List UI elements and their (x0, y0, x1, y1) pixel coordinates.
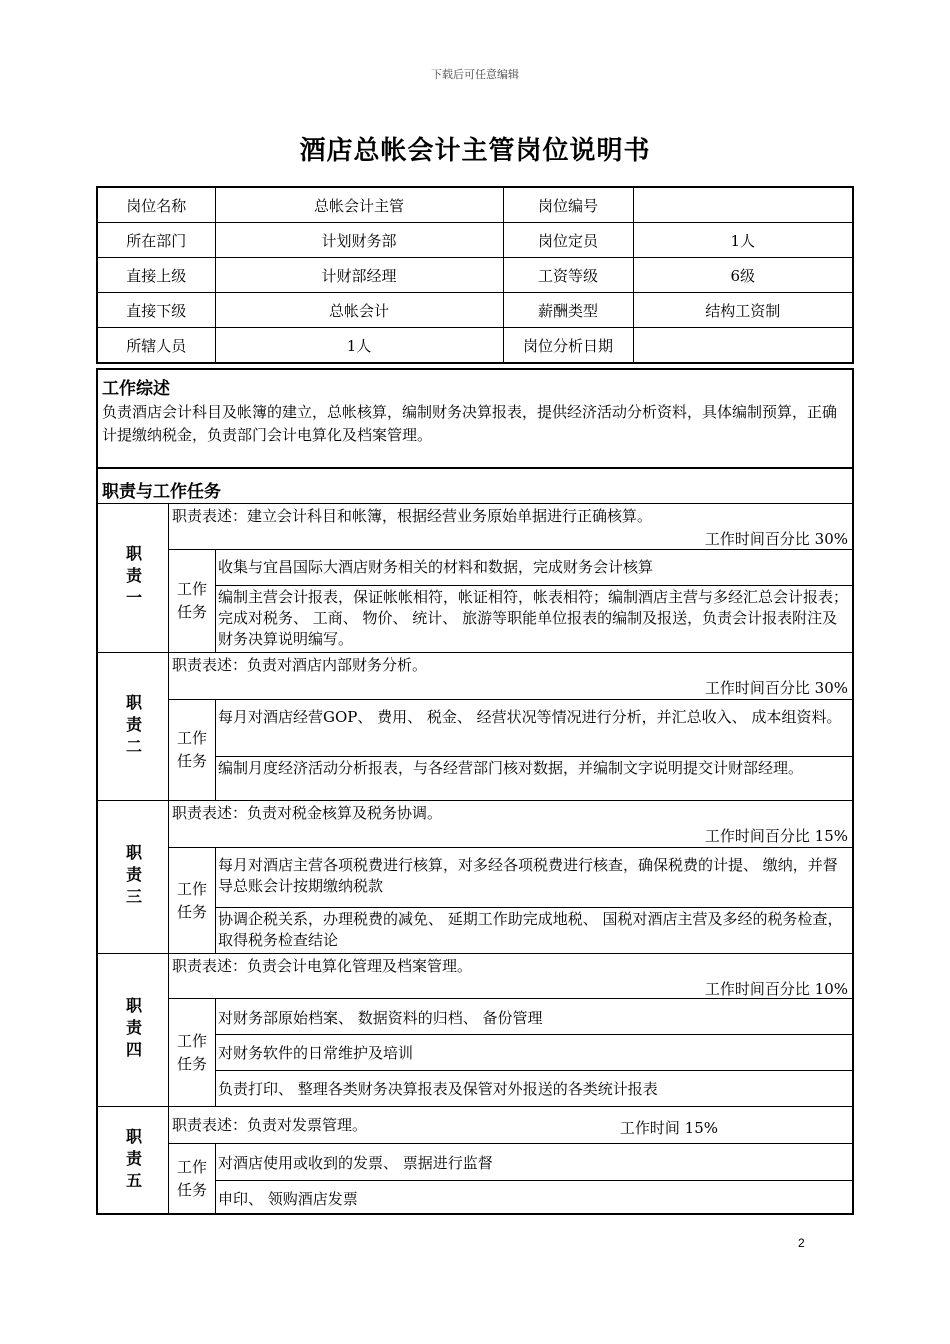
field-value (633, 187, 853, 223)
field-label: 直接上级 (97, 258, 215, 293)
task-item: 对财务部原始档案、 数据资料的归档、 备份管理 (218, 1009, 543, 1027)
field-label: 岗位名称 (97, 187, 215, 223)
duty-description: 职责表述：建立会计科目和帐簿，根据经营业务原始单据进行正确核算。 (172, 507, 653, 525)
task-label: 工作任务 (169, 1144, 216, 1214)
time-percentage: 工作时间百分比 15% (704, 827, 848, 845)
field-label: 岗位定员 (503, 223, 633, 258)
time-percentage: 工作时间 15% (619, 1119, 718, 1137)
table-row (97, 223, 853, 258)
field-value: 总帐会计 (215, 293, 503, 328)
task-area (169, 549, 852, 652)
duty-block (96, 1106, 854, 1214)
task-area (169, 699, 852, 800)
duty-label: 职责四 (98, 954, 169, 1106)
table-bottom-border (96, 1213, 854, 1215)
duty-label: 职责一 (98, 504, 169, 652)
section-heading: 工作综述 (102, 379, 170, 399)
duty-block (96, 652, 854, 800)
field-value: 总帐会计主管 (215, 187, 503, 223)
duty-block (96, 800, 854, 953)
document-title: 酒店总帐会计主管岗位说明书 (299, 136, 651, 166)
duty-description: 职责表述：负责会计电算化管理及档案管理。 (172, 957, 473, 975)
table-row (97, 328, 853, 364)
field-label: 岗位编号 (503, 187, 633, 223)
task-label: 工作任务 (169, 848, 216, 953)
summary-text: 负责酒店会计科目及帐簿的建立，总帐核算，编制财务决算报表，提供经济活动分析资料，具体编制预算，正确计提缴纳税金，负责部门会计电算化及档案管理。 (102, 403, 838, 444)
task-item: 每月对酒店经营GOP、 费用、 税金、 经营状况等情况进行分析，并汇总收入、 成本组资料。 (218, 708, 842, 726)
task-label: 工作任务 (169, 700, 216, 800)
duty-label: 职责二 (98, 653, 169, 800)
field-label: 直接下级 (97, 293, 215, 328)
table-row (97, 293, 853, 328)
duty-block (96, 953, 854, 1106)
task-item: 编制主营会计报表，保证帐帐相符，帐证相符，帐表相符；编制酒店主营与多经汇总会计报表；完成对税务、 工商、 物价、 统计、 旅游等职能单位报表的编制及报送，负责会计报表附注及财务决算说明编写。 (216, 585, 852, 653)
section-heading: 职责与工作任务 (102, 482, 221, 502)
time-percentage: 工作时间百分比 30% (704, 530, 848, 548)
task-item: 对财务软件的日常维护及培训 (216, 1034, 852, 1070)
duty-description: 职责表述：负责对发票管理。 (172, 1116, 368, 1134)
field-value: 1人 (633, 223, 853, 258)
task-area (169, 1143, 852, 1214)
field-value: 计财部经理 (215, 258, 503, 293)
time-percentage: 工作时间百分比 30% (704, 679, 848, 697)
duty-label: 职责三 (98, 801, 169, 953)
duty-description: 职责表述：负责对酒店内部财务分析。 (172, 656, 428, 674)
field-value (633, 328, 853, 364)
task-area (169, 847, 852, 953)
field-value: 结构工资制 (633, 293, 853, 328)
duty-block (96, 503, 854, 652)
field-value: 6级 (633, 258, 853, 293)
task-label: 工作任务 (169, 999, 216, 1106)
task-label: 工作任务 (169, 550, 216, 652)
task-item: 编制月度经济活动分析报表，与各经营部门核对数据，并编制文字说明提交计财部经理。 (216, 756, 852, 802)
task-item: 对酒店使用或收到的发票、 票据进行监督 (218, 1154, 493, 1172)
page-number: 2 (798, 1236, 805, 1250)
duty-description: 职责表述：负责对税金核算及税务协调。 (172, 804, 443, 822)
task-item: 收集与宜昌国际大酒店财务相关的材料和数据，完成财务会计核算 (218, 558, 654, 576)
task-item: 每月对酒店主营各项税费进行核算，对多经各项税费进行核查，确保税费的计提、 缴纳，并督导总账会计按期缴纳税款 (218, 856, 838, 895)
field-value: 计划财务部 (215, 223, 503, 258)
basic-info-table (96, 186, 854, 364)
task-item: 申印、 领购酒店发票 (216, 1180, 852, 1216)
field-label: 岗位分析日期 (503, 328, 633, 364)
header-note: 下载后可任意编辑 (431, 68, 519, 81)
duty-label: 职责五 (98, 1107, 169, 1214)
task-item: 负责打印、 整理各类财务决算报表及保管对外报送的各类统计报表 (216, 1070, 852, 1108)
field-value: 1人 (215, 328, 503, 364)
field-label: 工资等级 (503, 258, 633, 293)
task-area (169, 998, 852, 1106)
field-label: 薪酬类型 (503, 293, 633, 328)
field-label: 所辖人员 (97, 328, 215, 364)
time-percentage: 工作时间百分比 10% (704, 980, 848, 998)
duties-section (96, 467, 854, 504)
field-label: 所在部门 (97, 223, 215, 258)
work-summary-section (96, 368, 854, 468)
task-item: 协调企税关系，办理税费的减免、 延期工作助完成地税、 国税对酒店主营及多经的税务检查，取得税务检查结论 (216, 907, 852, 955)
table-row (97, 187, 853, 223)
table-row (97, 258, 853, 293)
